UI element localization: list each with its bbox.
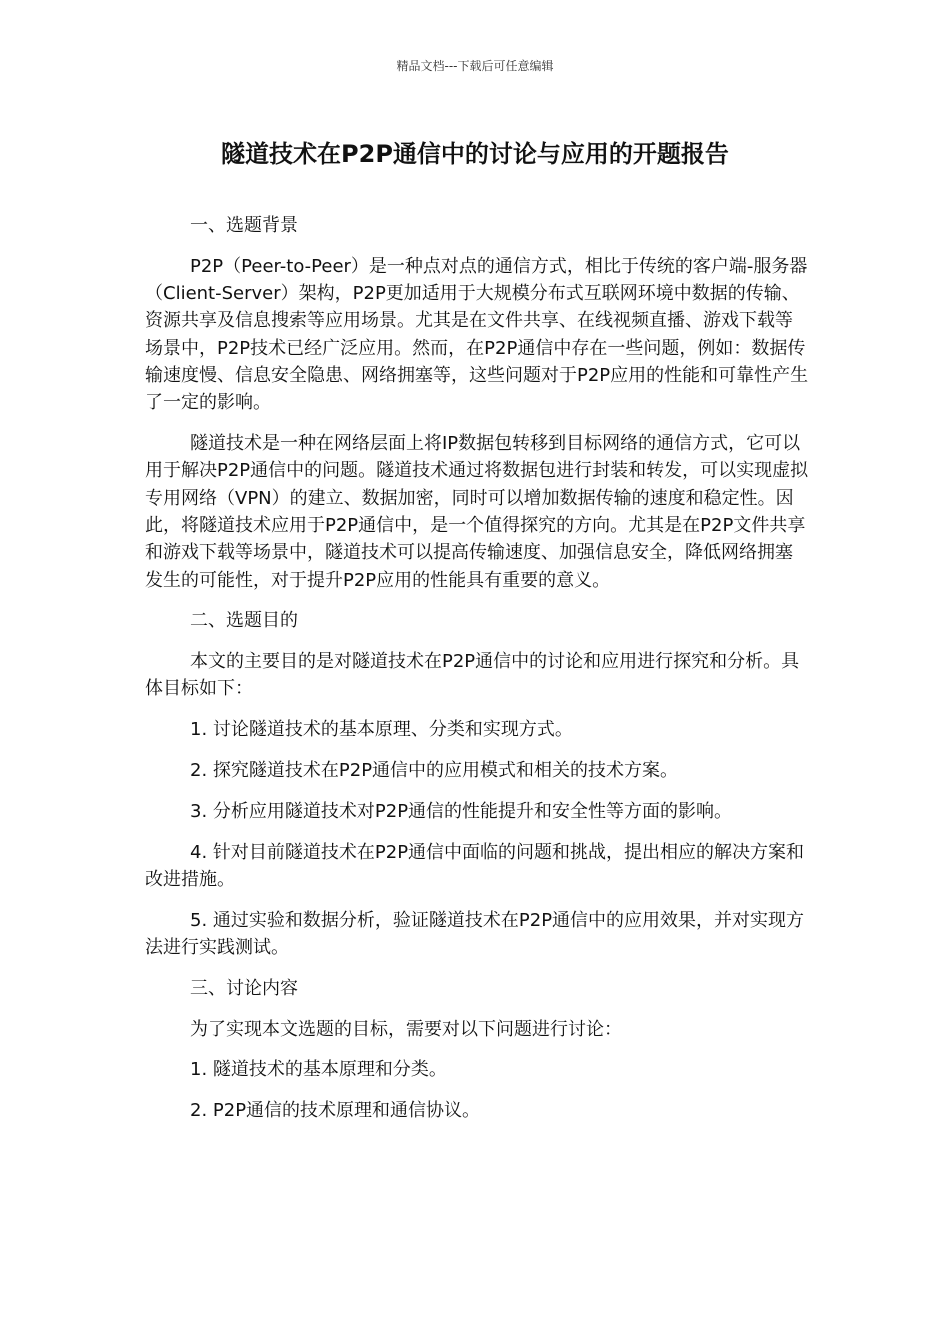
section-1-paragraph-2: 隧道技术是一种在网络层面上将IP数据包转移到目标网络的通信方式，它可以用于解决P2P通信中的问题。隧道技术通过将数据包进行封装和转发，可以实现虚拟专用网络（VPN）的建立、数据加密，同时可以增加数据传输的速度和稳定性。因此，将隧道技术应用于P2P通信中，是一个值得探究的方向。尤其是在P2P文件共享和游戏下载等场景中，隧道技术可以提高传输速度、加强信息安全，降低网络拥塞发生的可能性，对于提升P2P应用的性能具有重要的意义。 bbox=[145, 433, 809, 591]
goal-list-item: 4. 针对目前隧道技术在P2P通信中面临的问题和挑战，提出相应的解决方案和改进措施。 bbox=[145, 841, 805, 890]
goal-list-item: 3. 分析应用隧道技术对P2P通信的性能提升和安全性等方面的影响。 bbox=[190, 800, 733, 822]
section-2-intro: 本文的主要目的是对隧道技术在P2P通信中的讨论和应用进行探究和分析。具体目标如下： bbox=[145, 651, 800, 700]
section-2-heading: 二、选题目的 bbox=[190, 610, 298, 632]
goal-list-item: 5. 通过实验和数据分析，验证隧道技术在P2P通信中的应用效果，并对实现方法进行实践测试。 bbox=[145, 909, 805, 959]
topic-list-item: 1. 隧道技术的基本原理和分类。 bbox=[190, 1059, 447, 1081]
section-3-heading: 三、讨论内容 bbox=[190, 977, 298, 999]
section-1-paragraph-1: P2P（Peer-to-Peer）是一种点对点的通信方式，相比于传统的客户端-服务器（Client-Server）架构，P2P更加适用于大规模分布式互联网环境中数据的传输、资源共享及信息搜索等应用场景。尤其是在文件共享、在线视频直播、游戏下载等场景中，P2P技术已经广泛应用。然而，在P2P通信中存在一些问题，例如：数据传输速度慢、信息安全隐患、网络拥塞等，这些问题对于P2P应用的性能和可靠性产生了一定的影响。 bbox=[145, 255, 809, 414]
document-body bbox=[145, 212, 810, 1138]
goal-list-item: 2. 探究隧道技术在P2P通信中的应用模式和相关的技术方案。 bbox=[190, 760, 679, 782]
section-3-intro: 为了实现本文选题的目标，需要对以下问题进行讨论： bbox=[190, 1018, 622, 1040]
section-1-heading: 一、选题背景 bbox=[190, 215, 298, 236]
goal-list-item: 1. 讨论隧道技术的基本原理、分类和实现方式。 bbox=[190, 719, 573, 741]
document-title: 隧道技术在P2P通信中的讨论与应用的开题报告 bbox=[221, 140, 729, 168]
header-note: 精品文档---下载后可任意编辑 bbox=[396, 59, 554, 73]
topic-list-item: 2. P2P通信的技术原理和通信协议。 bbox=[190, 1100, 481, 1122]
